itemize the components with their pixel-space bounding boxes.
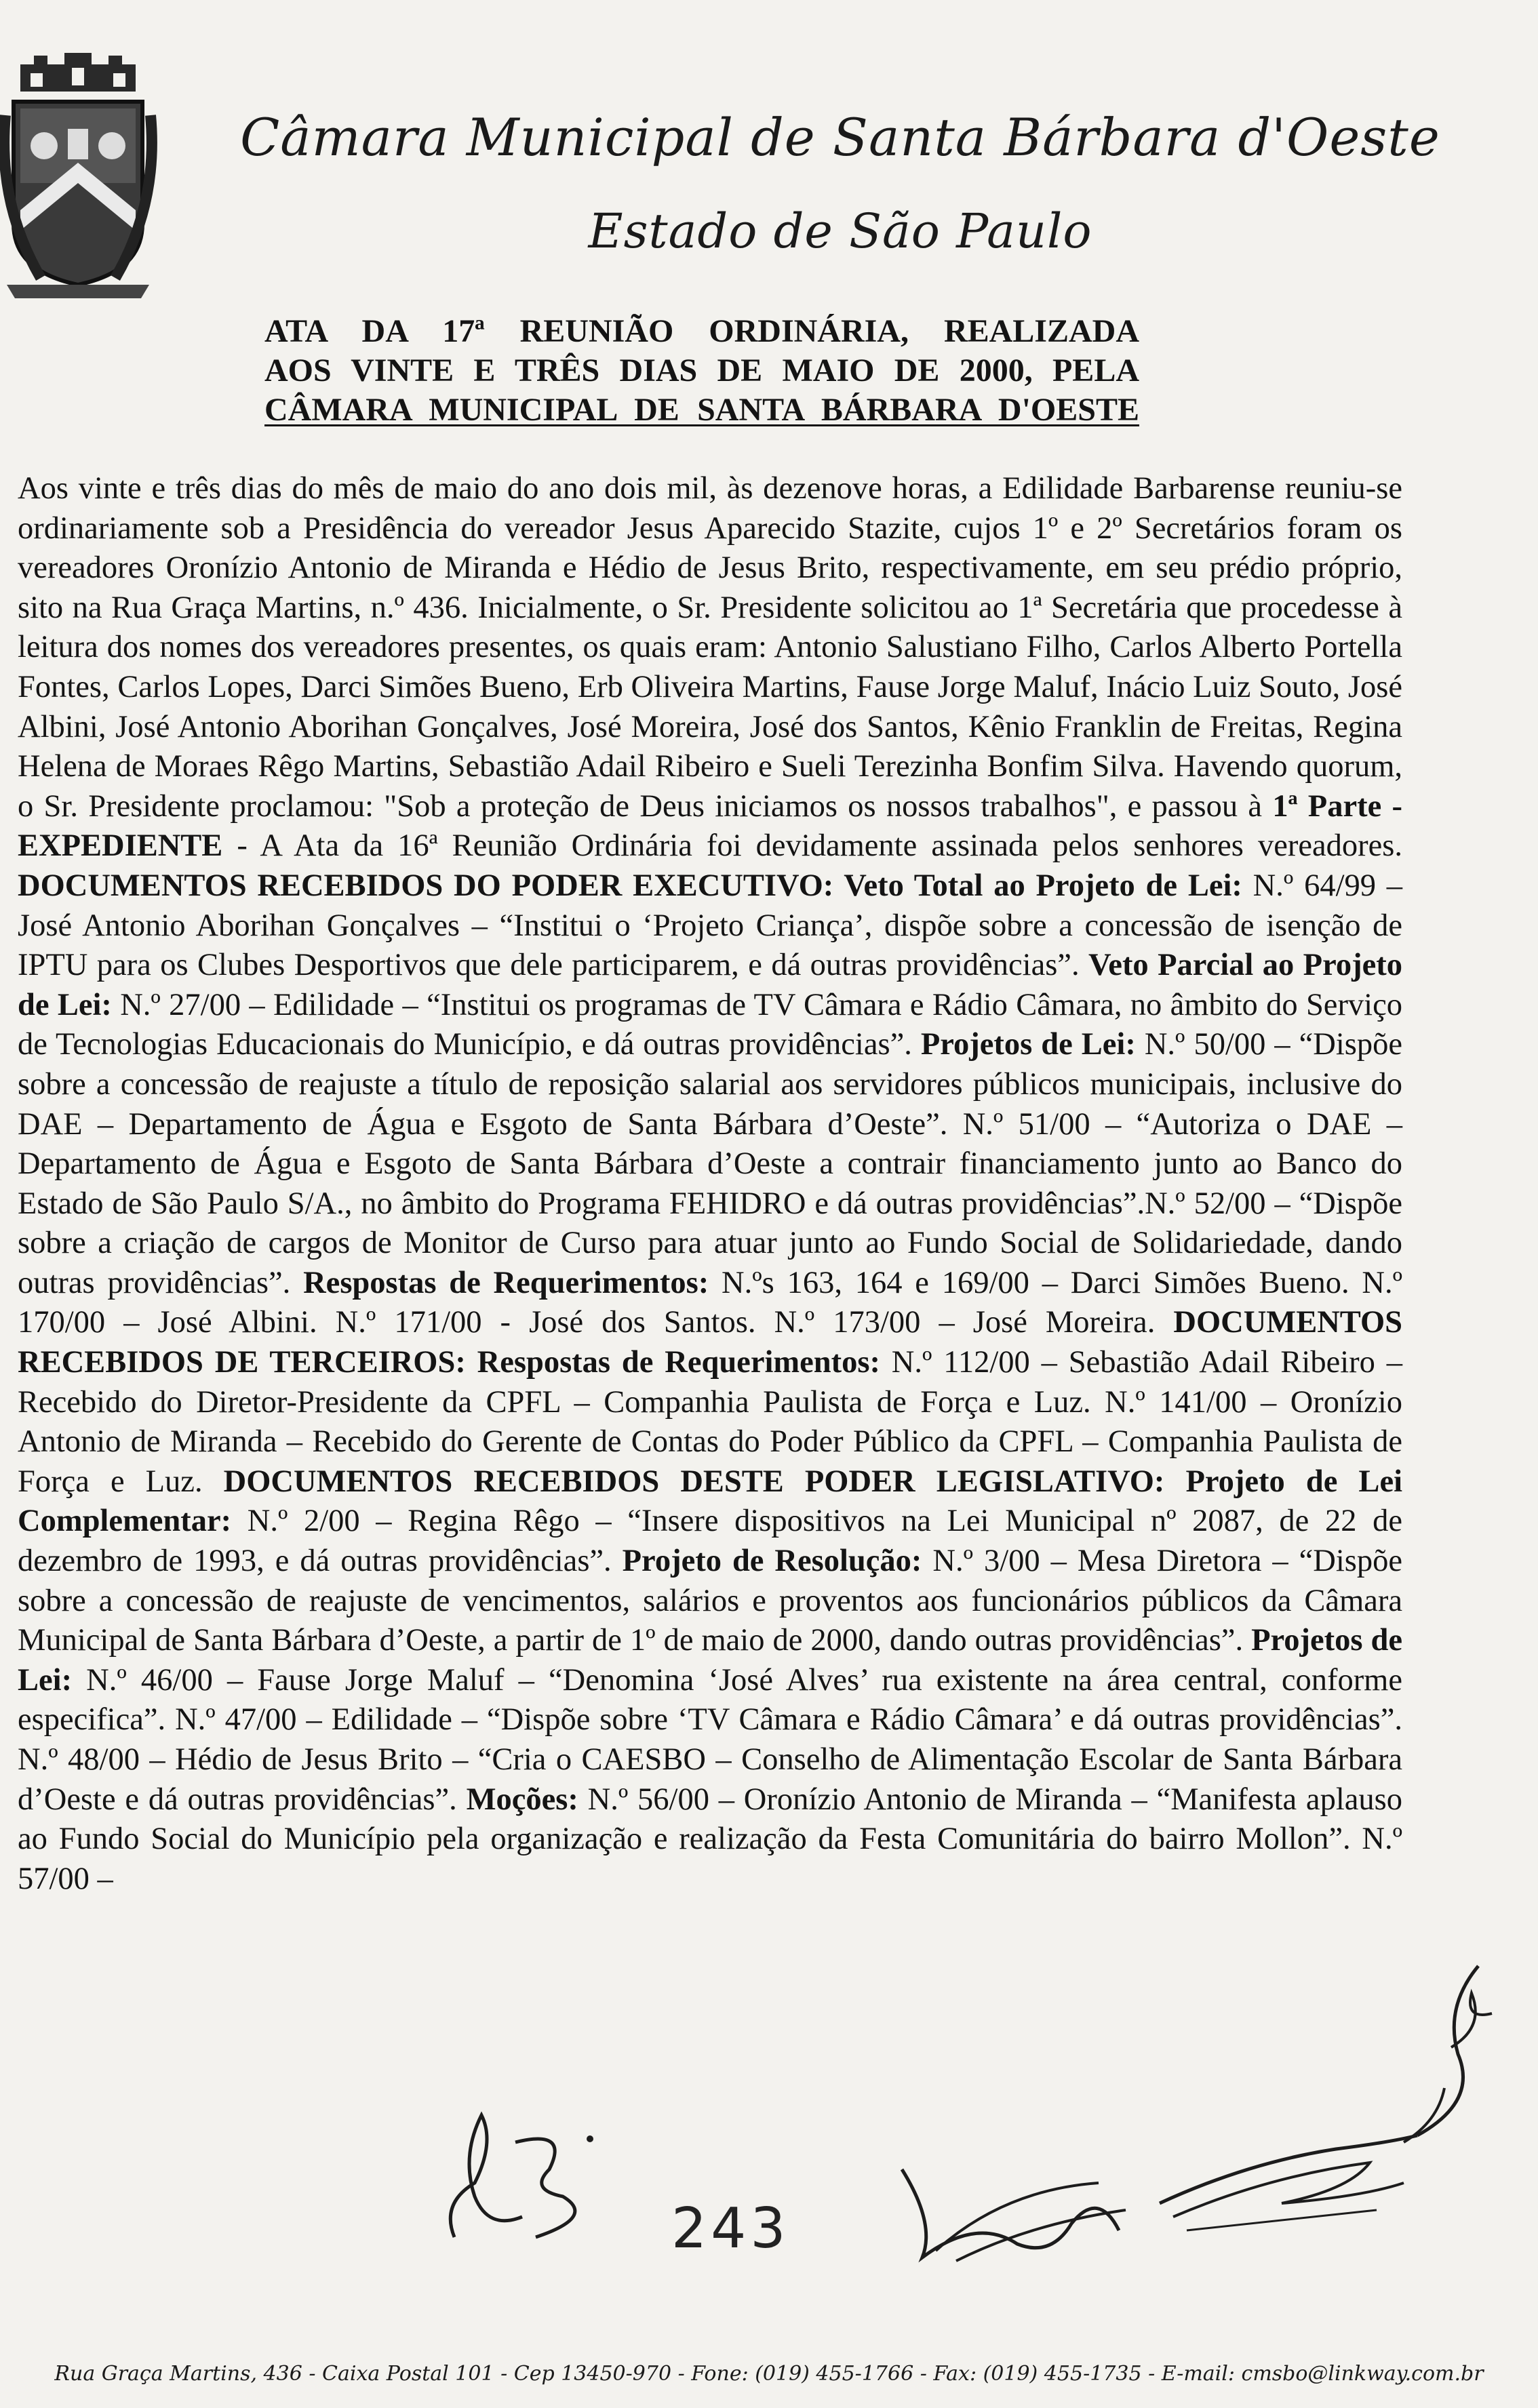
body-bold-segment: DOCUMENTOS RECEBIDOS DE TERCEIROS: Respostas de Requerimentos: bbox=[18, 1305, 1402, 1380]
body-text-segment: - A Ata da 16ª Reunião Ordinária foi devidamente assinada pelos senhores vereadores. bbox=[222, 828, 1402, 864]
body-bold-segment: Veto Parcial ao Projeto de Lei: bbox=[18, 948, 1402, 1022]
footer-address: Rua Graça Martins, 436 - Caixa Postal 101 - Cep 13450-970 - Fone: (019) 455-1766 - Fax: (019) 455-1735 - E-mail: cmsbo@linkway.com.br bbox=[54, 2362, 1484, 2386]
handwritten-initials-signature bbox=[434, 2102, 610, 2258]
body-bold-segment: Projetos de Lei: bbox=[18, 1623, 1402, 1698]
margin-rubric-signature bbox=[1377, 1952, 1512, 2149]
document-title bbox=[264, 312, 1139, 430]
body-text-segment: N.º 50/00 – “Dispõe sobre a concessão de reajuste a título de reposição salarial aos servidores públicos municipais, inclusive do DAE – Departamento de Água e Esgoto de Santa Bárbara d’Oeste”. N.º 51/00 – “Autoriza o DAE – Departamento de Água e Esgoto de Santa Bárbara d’Oeste a contrair financiamento junto ao Banco do Estado de São Paulo S/A., no âmbito do Programa FEHIDRO e dá outras providências”.N.º 52/00 – “Dispõe sobre a criação de cargos de Monitor de Curso para atuar junto ao Fundo Social de Solidariedade, dando outras providências”. bbox=[18, 1027, 1402, 1300]
body-bold-segment: Projetos de Lei: bbox=[920, 1027, 1136, 1062]
page-number: 243 bbox=[671, 2196, 790, 2261]
body-bold-segment: DOCUMENTOS RECEBIDOS DESTE PODER LEGISLATIVO: Projeto de Lei Complementar: bbox=[18, 1464, 1403, 1539]
body-text-segment: N.º 112/00 – Sebastião Adail Ribeiro – Recebido do Diretor-Presidente da CPFL – Companhia Paulista de Força e Luz. N.º 141/00 – Oronízio Antonio de Miranda – Recebido do Gerente de Contas do Poder Público da CPFL – Companhia Paulista de Força e Luz. bbox=[18, 1345, 1402, 1499]
chamber-name-heading: Câmara Municipal de Santa Bárbara d'Oeste bbox=[240, 107, 1440, 167]
body-bold-segment: DOCUMENTOS RECEBIDOS DO PODER EXECUTIVO: Veto Total ao Projeto de Lei: bbox=[18, 868, 1242, 903]
body-text-segment: N.º 3/00 – Mesa Diretora – “Dispõe sobre a concessão de reajuste de vencimentos, salários e proventos aos funcionários públicos da Câmara Municipal de Santa Bárbara d’Oeste, a partir de 1º de maio de 2000, dando outras providências”. bbox=[18, 1544, 1402, 1658]
handwritten-signature bbox=[895, 2142, 1139, 2278]
body-bold-segment: Respostas de Requerimentos: bbox=[303, 1265, 709, 1300]
title-line-2: AOS VINTE E TRÊS DIAS DE MAIO DE 2000, PELA bbox=[264, 353, 1139, 388]
coat-of-arms-icon bbox=[0, 27, 163, 298]
body-text-segment: N.º 56/00 – Oronízio Antonio de Miranda – “Manifesta aplauso ao Fundo Social do Município pela organização e realização da Festa Comunitária do bairro Mollon”. N.º 57/00 – bbox=[18, 1782, 1402, 1896]
body-text-segment: Aos vinte e três dias do mês de maio do ano dois mil, às dezenove horas, a Edilidade Barbarense reuniu-se ordinariamente sob a Presidência do vereador Jesus Aparecido Stazite, cujos 1º e 2º Secretários foram os vereadores Oronízio Antonio de Miranda e Hédio de Jesus Brito, respectivamente, em seu prédio próprio, sito na Rua Graça Martins, n.º 436. Inicialmente, o Sr. Presidente solicitou ao 1ª Secretária que procedesse à leitura dos nomes dos vereadores presentes, os quais eram: Antonio Salustiano Filho, Carlos Alberto Portella Fontes, Carlos Lopes, Darci Simões Bueno, Erb Oliveira Martins, Fause Jorge Maluf, Inácio Luiz Souto, José Albini, José Antonio Aborihan Gonçalves, José Moreira, José dos Santos, Kênio Franklin de Freitas, Regina Helena de Moraes Rêgo Martins, Sebastião Adail Ribeiro e Sueli Terezinha Bonfim Silva. Havendo quorum, o Sr. Presidente proclamou: "Sob a proteção de Deus iniciamos os nossos trabalhos", e passou à bbox=[18, 471, 1402, 824]
body-text-segment: N.º 2/00 – Regina Rêgo – “Insere dispositivos na Lei Municipal nº 2087, de 22 de dezembro de 1993, e dá outras providências”. bbox=[18, 1504, 1402, 1579]
body-bold-segment: Projeto de Resolução: bbox=[622, 1544, 922, 1579]
state-name-heading: Estado de São Paulo bbox=[588, 203, 1092, 259]
body-text-segment: N.º 64/99 – José Antonio Aborihan Gonçalves – “Institui o ‘Projeto Criança’, dispõe sobre a concessão de isenção de IPTU para os Clubes Desportivos que dele participarem, e dá outras providências”. bbox=[18, 868, 1402, 983]
body-bold-segment: Moções: bbox=[466, 1782, 578, 1817]
title-line-3: CÂMARA MUNICIPAL DE SANTA BÁRBARA D'OESTE bbox=[264, 392, 1139, 428]
body-text-segment: N.º 46/00 – Fause Jorge Maluf – “Denomina ‘José Alves’ rua existente na área central, conforme especifica”. N.º 47/00 – Edilidade – “Dispõe sobre ‘TV Câmara e Rádio Câmara’ e dá outras providências”. N.º 48/00 – Hédio de Jesus Brito – “Cria o CAESBO – Conselho de Alimentação Escolar de Santa Bárbara d’Oeste e dá outras providências”. bbox=[18, 1662, 1402, 1817]
body-bold-segment: 1ª Parte - EXPEDIENTE bbox=[18, 788, 1402, 864]
title-line-1: ATA DA 17ª REUNIÃO ORDINÁRIA, REALIZADA bbox=[264, 313, 1139, 349]
body-text-segment: N.º 27/00 – Edilidade – “Institui os programas de TV Câmara e Rádio Câmara, no âmbito do Serviço de Tecnologias Educacionais do Município, e dá outras providências”. bbox=[18, 987, 1402, 1062]
body-text-segment: N.ºs 163, 164 e 169/00 – Darci Simões Bueno. N.º 170/00 – José Albini. N.º 171/00 - José dos Santos. N.º 173/00 – José Moreira. bbox=[18, 1265, 1402, 1340]
minutes-body bbox=[18, 469, 1402, 1899]
